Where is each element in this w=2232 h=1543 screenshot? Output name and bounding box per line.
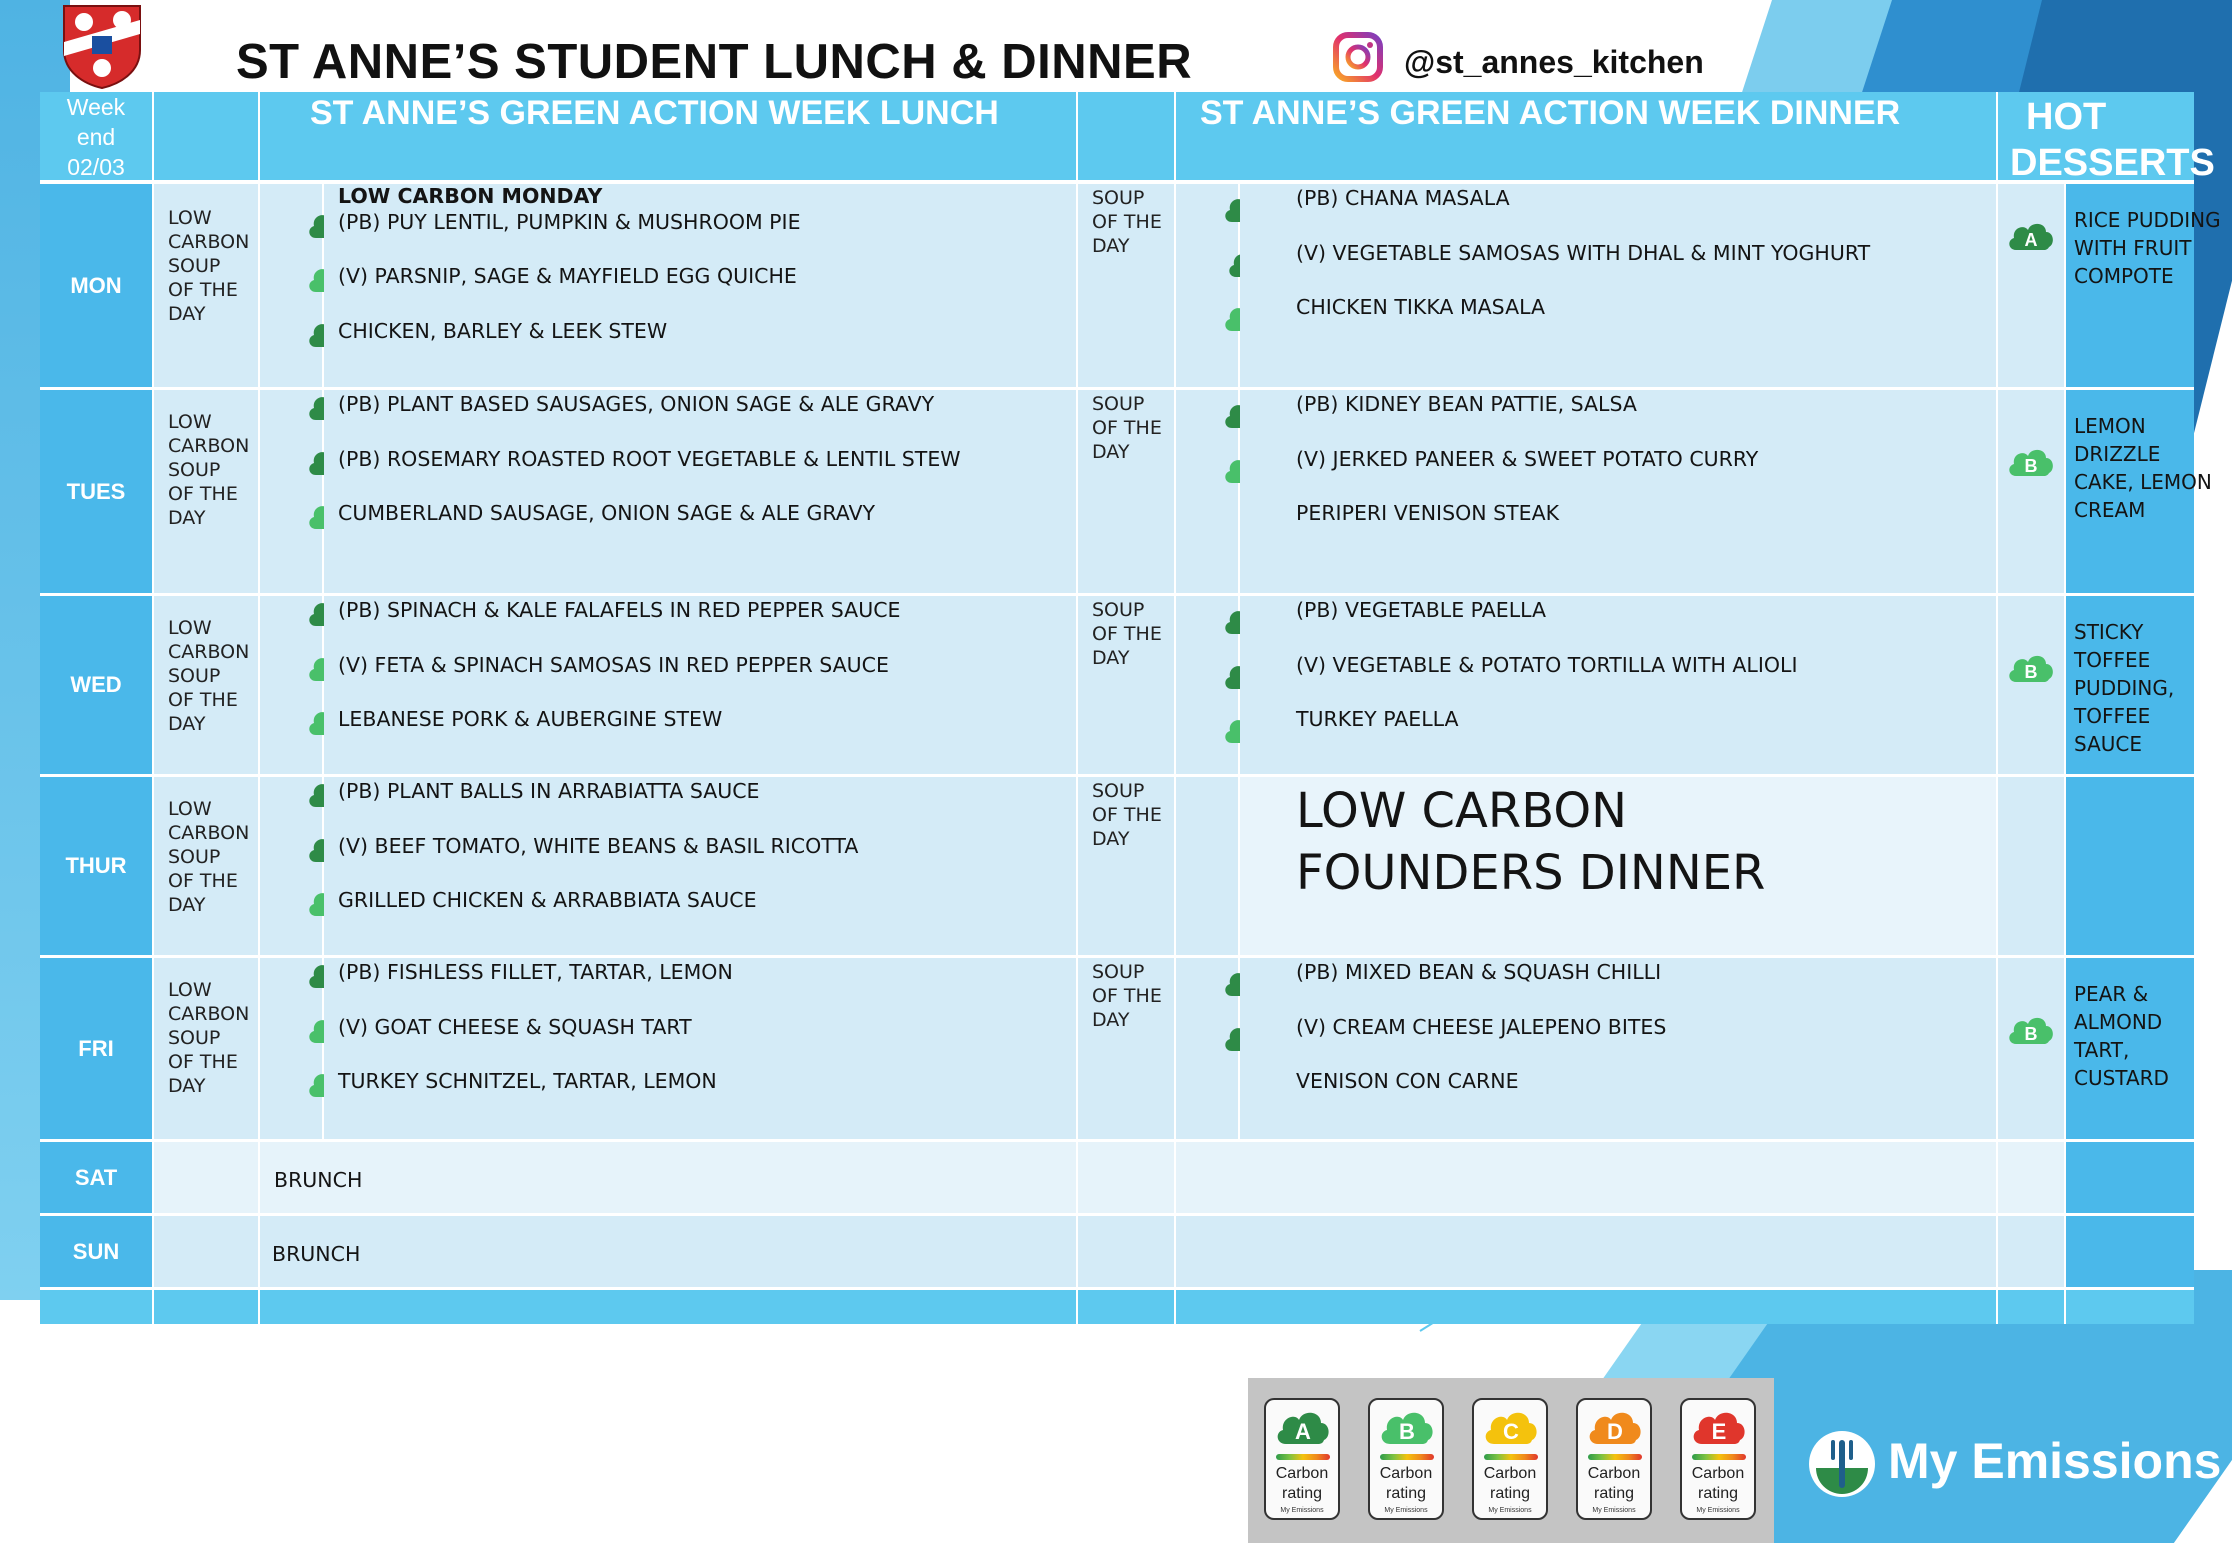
tile-label: Carbon [1275,1465,1329,1482]
lunch-soup-label [168,616,249,736]
dinner-item: (PB) VEGETABLE PAELLA [1296,598,1547,622]
dessert-cell [2066,596,2194,774]
tile-label: Carbon [1379,1465,1433,1482]
dessert-line: PEAR & [2074,982,2149,1006]
soup-label-line: DAY [168,713,206,735]
dinner-header-cell [1176,92,1996,180]
carbon-rating-d-icon [1586,1406,1644,1446]
carbon-rating-b-icon [2006,650,2056,684]
rating-scale-bar [1276,1454,1330,1460]
my-emissions-logo-icon [1806,1428,1878,1500]
svg-text:A: A [2024,230,2038,250]
dessert-item [2074,618,2174,758]
soup-label-line: CARBON [168,435,250,457]
day-cell [40,390,152,593]
soup-label-line: SOUP [168,665,221,687]
header-cell [1078,92,1174,180]
lunch-item: CHICKEN, BARLEY & LEEK STEW [338,319,668,343]
lunch-item: GRILLED CHICKEN & ARRABBIATA SAUCE [338,888,757,912]
soup-label-line: OF THE [168,483,238,505]
carbon-rating-c-icon [1482,1406,1540,1446]
lunch-item: (PB) FISHLESS FILLET, TARTAR, LEMON [338,960,733,984]
soup-label-line: LOW [168,979,212,1001]
brunch-label: BRUNCH [274,1168,363,1192]
soup-label-line: DAY [168,507,206,529]
rating-scale-bar [1692,1454,1746,1460]
lunch-cell [324,958,1076,1139]
soup-label-line: SOUP [168,255,221,277]
lunch-item: (PB) PUY LENTIL, PUMPKIN & MUSHROOM PIE [338,210,801,234]
dinner-item: TURKEY PAELLA [1296,707,1459,731]
footer-strip-cell [1176,1290,1996,1324]
footer-strip-cell [40,1290,152,1324]
dessert-cell [2066,777,2194,955]
soup-label-line: SOUP [168,459,221,481]
soup-label-line: OF THE [168,279,238,301]
lunch-heading: ST ANNE’S GREEN ACTION WEEK LUNCH [310,94,999,132]
soup-label-line: SOUP [1092,780,1145,802]
tile-label: rating [1489,1485,1531,1502]
tile-footer: My Emissions [1592,1507,1636,1514]
dinner-item: (PB) MIXED BEAN & SQUASH CHILLI [1296,960,1662,984]
dessert-badge-cell [1998,596,2064,774]
rating-scale-bar [1588,1454,1642,1460]
lunch-soup-label [168,410,249,530]
soup-label-line: OF THE [1092,211,1162,233]
lunch-item: (V) GOAT CHEESE & SQUASH TART [338,1015,692,1039]
soup-label-line: DAY [168,894,206,916]
day-cell [40,596,152,774]
soup-cell [154,1142,258,1213]
dinner-cell [1240,390,1996,593]
soup-label-line: CARBON [168,1003,250,1025]
svg-text:E: E [1711,1419,1727,1444]
lunch-soup-label [168,797,249,917]
dinner-item: (V) JERKED PANEER & SWEET POTATO CURRY [1296,447,1759,471]
soup-cell [1078,1142,1174,1213]
footer-strip-cell [2066,1290,2194,1324]
footer-strip-cell [1998,1290,2064,1324]
lunch-day-heading: LOW CARBON MONDAY [338,184,603,208]
dinner-item: (V) VEGETABLE & POTATO TORTILLA WITH ALIOLI [1296,653,1798,677]
dessert-cell [2066,958,2194,1139]
lunch-item: (V) BEEF TOMATO, WHITE BEANS & BASIL RICOTTA [338,834,859,858]
lunch-soup-cell [154,184,258,387]
lunch-header-cell [260,92,1076,180]
dinner-soup-label [1092,779,1162,851]
tile-label: rating [1593,1485,1635,1502]
day-cell [40,184,152,387]
rating-scale-bar [1484,1454,1538,1460]
svg-text:D: D [1607,1419,1623,1444]
dinner-soup-cell [1078,777,1174,955]
carbon-rating-a-icon [1274,1406,1332,1446]
dinner-soup-label [1092,598,1162,670]
day-label: THUR [65,853,127,878]
lunch-soup-cell [154,390,258,593]
lunch-item: (V) FETA & SPINACH SAMOSAS IN RED PEPPER SAUCE [338,653,889,677]
carbon-rating-b-icon [2006,444,2056,478]
soup-label-line: CARBON [168,231,250,253]
dessert-line: SAUCE [2074,732,2142,756]
dessert-line: CUSTARD [2074,1066,2169,1090]
soup-label-line: DAY [168,303,206,325]
dessert-line: COMPOTE [2074,264,2174,288]
carbon-rating-a-tile [1264,1398,1340,1520]
header-cell [154,92,258,180]
svg-text:A: A [1295,1419,1311,1444]
lunch-item: TURKEY SCHNITZEL, TARTAR, LEMON [338,1069,717,1093]
soup-label-line: CARBON [168,641,250,663]
dinner-soup-label [1092,186,1162,258]
dessert-badge-cell [1998,958,2064,1139]
soup-label-line: OF THE [168,870,238,892]
dessert-line: CREAM [2074,498,2146,522]
lunch-item: (V) PARSNIP, SAGE & MAYFIELD EGG QUICHE [338,264,797,288]
lunch-item: CUMBERLAND SAUSAGE, ONION SAGE & ALE GRAVY [338,501,876,525]
dessert-badge-cell [1998,184,2064,387]
soup-label-line: OF THE [168,1051,238,1073]
dinner-soup-cell [1078,390,1174,593]
carbon-rating-d-tile [1576,1398,1652,1520]
instagram-icon[interactable] [1333,32,1383,82]
week-label: Week [66,94,126,120]
soup-label-line: OF THE [168,689,238,711]
week-label: 02/03 [67,154,125,180]
dessert-line: CAKE, LEMON [2074,470,2212,494]
tile-label: Carbon [1587,1465,1641,1482]
dessert-heading: DESSERTS [2010,142,2215,184]
dinner-cell [1240,596,1996,774]
lunch-cell [324,184,1076,387]
day-label: FRI [78,1035,114,1061]
soup-cell [154,1216,258,1287]
dinner-cell [1240,958,1996,1139]
day-cell [40,958,152,1139]
footer-strip-cell [1078,1290,1174,1324]
soup-label-line: CARBON [168,822,250,844]
dinner-item: (PB) KIDNEY BEAN PATTIE, SALSA [1296,392,1637,416]
dessert-line: TOFFEE [2074,648,2151,672]
lunch-item: (PB) PLANT BALLS IN ARRABIATTA SAUCE [338,779,760,803]
soup-label-line: OF THE [1092,985,1162,1007]
dessert-cell [2066,390,2212,593]
tile-footer: My Emissions [1280,1507,1324,1514]
carbon-rating-e-tile [1680,1398,1756,1520]
tile-label: rating [1385,1485,1427,1502]
day-label: SAT [74,1164,118,1190]
day-cell [40,1216,152,1287]
my-emissions-brand: My Emissions [1888,1433,2222,1489]
dinner-item: (V) CREAM CHEESE JALEPENO BITES [1296,1015,1667,1039]
svg-text:B: B [2024,456,2038,476]
soup-label-line: DAY [1092,828,1130,850]
svg-text:B: B [2024,1024,2038,1044]
soup-label-line: SOUP [168,1027,221,1049]
day-cell [40,1142,152,1213]
dessert-badge-cell [1998,777,2064,955]
carbon-rating-b-tile [1368,1398,1444,1520]
tile-label: rating [1281,1485,1323,1502]
carbon-rating-b-icon [2006,1012,2056,1046]
soup-label-line: OF THE [1092,804,1162,826]
dessert-item [2074,980,2169,1092]
brunch-label: BRUNCH [272,1242,361,1266]
dinner-item: VENISON CON CARNE [1296,1069,1519,1093]
lunch-item: (PB) SPINACH & KALE FALAFELS IN RED PEPPER SAUCE [338,598,901,622]
dinner-cell [1176,1216,1996,1287]
carbon-rating-legend [1248,1378,1774,1543]
carbon-rating-c-tile [1472,1398,1548,1520]
college-crest-icon [60,2,144,90]
day-label: SUN [72,1238,120,1264]
soup-label-line: DAY [168,1075,206,1097]
soup-label-line: DAY [1092,1009,1130,1031]
dessert-badge-cell [1998,390,2064,593]
dessert-line: RICE PUDDING [2074,208,2221,232]
dinner-item: (V) VEGETABLE SAMOSAS WITH DHAL & MINT YOGHURT [1296,241,1871,265]
dinner-soup-label [1092,392,1162,464]
soup-label-line: DAY [1092,647,1130,669]
tile-label: rating [1697,1485,1739,1502]
dessert-line: LEMON [2074,414,2146,438]
soup-label-line: LOW [168,798,212,820]
dessert-cell [2066,1142,2194,1213]
dinner-soup-cell [1078,958,1174,1139]
soup-label-line: LOW [168,617,212,639]
carbon-rating-b-icon [1378,1406,1436,1446]
dinner-badge-cell [1176,777,1238,955]
day-label: WED [70,672,122,697]
day-label: MON [70,272,122,298]
page-title: ST ANNE’S STUDENT LUNCH & DINNER [236,35,1193,89]
dessert-cell [2066,184,2221,387]
lunch-soup-label [168,978,249,1098]
day-cell [40,777,152,955]
dinner-item: CHICKEN TIKKA MASALA [1296,295,1546,319]
lunch-cell [324,390,1076,593]
dessert-cell [2066,1216,2194,1287]
rating-scale-bar [1380,1454,1434,1460]
soup-label-line: OF THE [1092,623,1162,645]
brunch-cell [260,1216,1076,1287]
dessert-badge-cell [1998,1216,2064,1287]
tile-footer: My Emissions [1488,1507,1532,1514]
dinner-cell [1240,184,1996,387]
dessert-line: TOFFEE [2074,704,2151,728]
dessert-line: WITH FRUIT [2074,236,2192,260]
soup-label-line: SOUP [1092,187,1145,209]
lunch-soup-cell [154,596,258,774]
dessert-line: PUDDING, [2074,676,2175,700]
lunch-item: (PB) ROSEMARY ROASTED ROOT VEGETABLE & LENTIL STEW [338,447,961,471]
dessert-item [2074,412,2212,524]
dinner-cell [1176,1142,1996,1213]
dinner-soup-cell [1078,184,1174,387]
lunch-item: (PB) PLANT BASED SAUSAGES, ONION SAGE & ALE GRAVY [338,392,935,416]
lunch-soup-cell [154,777,258,955]
lunch-cell [324,596,1076,774]
dinner-item: (PB) CHANA MASALA [1296,186,1510,210]
soup-label-line: SOUP [1092,599,1145,621]
footer-strip-cell [260,1290,1076,1324]
soup-label-line: SOUP [1092,393,1145,415]
dinner-soup-label [1092,960,1162,1032]
soup-label-line: SOUP [1092,961,1145,983]
soup-label-line: LOW [168,207,212,229]
dessert-line: STICKY [2074,620,2144,644]
footer-strip-cell [154,1290,258,1324]
tile-label: Carbon [1691,1465,1745,1482]
founders-dinner-label: LOW CARBON [1296,783,1628,839]
lunch-item: LEBANESE PORK & AUBERGINE STEW [338,707,723,731]
tile-footer: My Emissions [1384,1507,1428,1514]
founders-dinner-label: FOUNDERS DINNER [1296,845,1766,901]
lunch-soup-label [168,206,249,326]
instagram-handle[interactable]: @st_annes_kitchen [1404,44,1704,80]
soup-cell [1078,1216,1174,1287]
week-label: end [76,124,116,150]
soup-label-line: LOW [168,411,212,433]
dessert-line: TART, [2074,1038,2130,1062]
lunch-cell [324,777,1076,955]
dessert-line: DRIZZLE [2074,442,2161,466]
soup-label-line: DAY [1092,441,1130,463]
lunch-soup-cell [154,958,258,1139]
day-label: TUES [66,478,126,504]
dessert-line: ALMOND [2074,1010,2163,1034]
dinner-soup-cell [1078,596,1174,774]
tile-label: Carbon [1483,1465,1537,1482]
dessert-item [2074,206,2221,290]
menu-table [40,92,2221,1324]
soup-label-line: SOUP [168,846,221,868]
dinner-heading: ST ANNE’S GREEN ACTION WEEK DINNER [1200,94,1901,132]
svg-text:C: C [1503,1419,1519,1444]
carbon-rating-e-icon [1690,1406,1748,1446]
dessert-heading: HOT [2026,96,2107,138]
dessert-header-cell [1998,92,2215,184]
carbon-rating-a-icon [2006,218,2056,252]
soup-label-line: DAY [1092,235,1130,257]
tile-footer: My Emissions [1696,1507,1740,1514]
dessert-badge-cell [1998,1142,2064,1213]
svg-text:B: B [1399,1419,1415,1444]
dinner-cell [1240,777,1996,955]
soup-label-line: OF THE [1092,417,1162,439]
svg-text:B: B [2024,662,2038,682]
brunch-cell [260,1142,1076,1213]
week-header-cell [40,92,152,180]
dinner-item: PERIPERI VENISON STEAK [1296,501,1560,525]
